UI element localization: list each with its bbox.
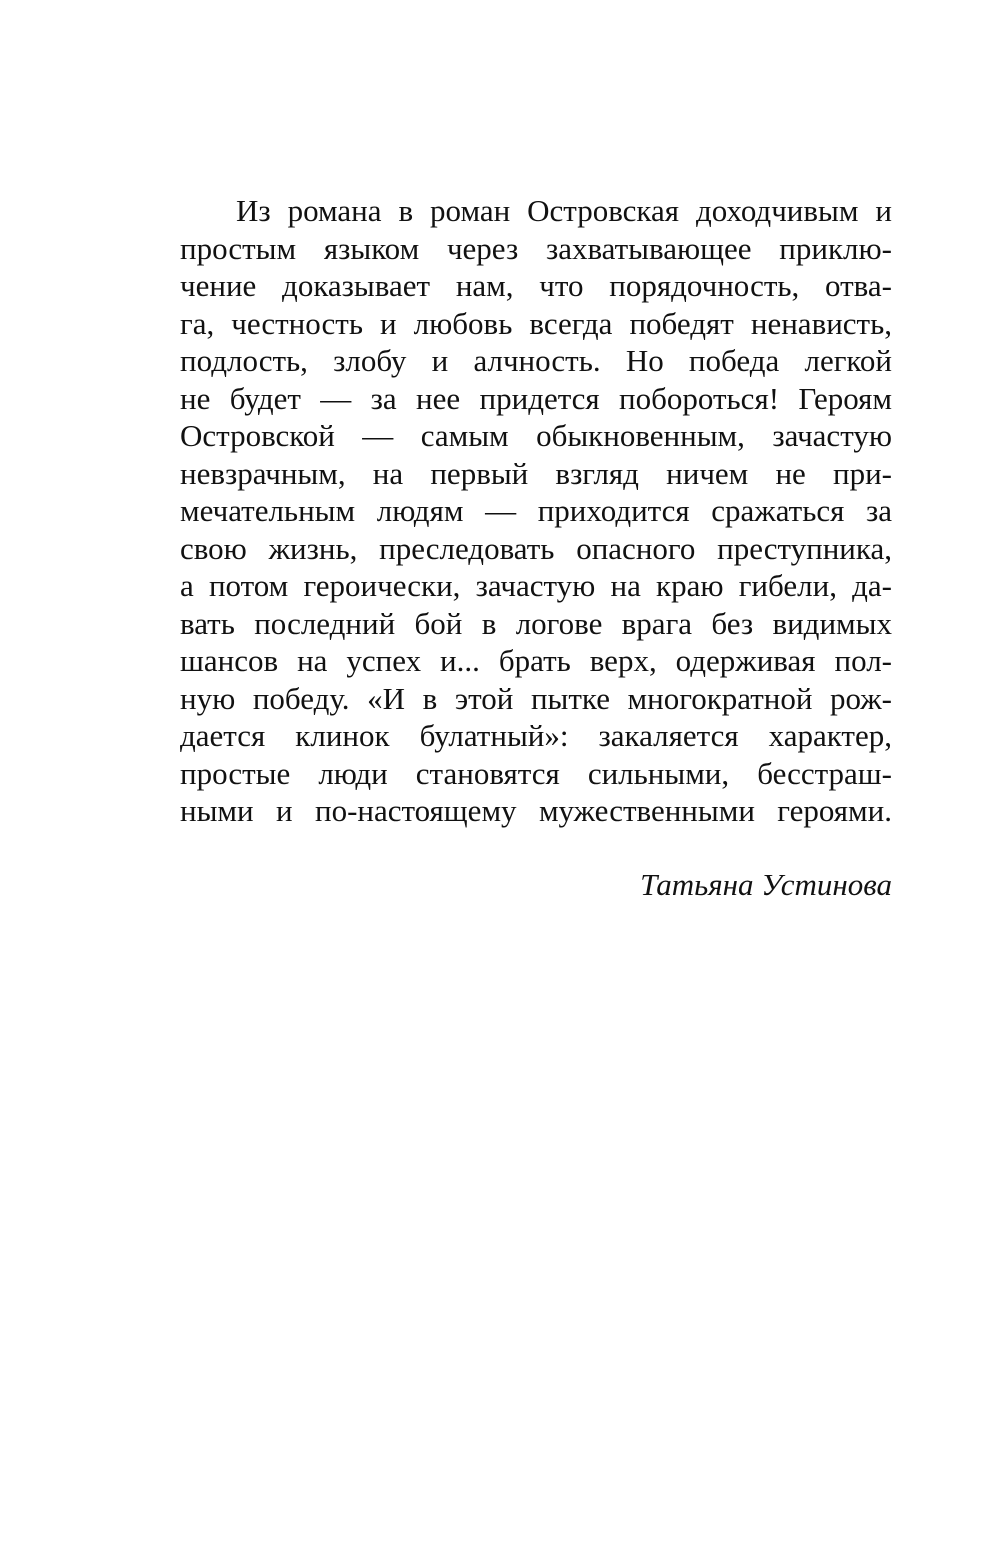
text-line: га, честность и любовь всегда победят ненависть, xyxy=(180,305,892,341)
text-line: свою жизнь, преследовать опасного преступника, xyxy=(180,530,892,566)
text-line: шансов на успех и... брать верх, одерживая пол- xyxy=(180,643,892,678)
text-line: простым языком через захватывающее приклю- xyxy=(180,230,892,266)
text-line: ную победу. «И в этой пытке многократной рож- xyxy=(180,680,892,716)
text-line: подлость, злобу и алчность. Но победа легкой xyxy=(180,343,892,378)
body-paragraph xyxy=(180,192,892,830)
text-line: а потом героически, зачастую на краю гибели, да- xyxy=(180,568,892,603)
text-line: Островской — самым обыкновенным, зачастую xyxy=(180,418,892,453)
text-line: не будет — за нее придется побороться! Героям xyxy=(180,380,892,416)
text-line: простые люди становятся сильными, бесстраш- xyxy=(180,755,892,791)
text-line: мечательным людям — приходится сражаться за xyxy=(180,493,892,528)
author-signature: Татьяна Устинова xyxy=(640,867,892,902)
text-line: Из романа в роман Островская доходчивым и xyxy=(236,193,892,228)
text-line: дается клинок булатный»: закаляется характер, xyxy=(180,718,892,753)
text-line: ными и по-настоящему мужественными героями. xyxy=(180,793,892,828)
text-line: чение доказывает нам, что порядочность, отва- xyxy=(180,268,892,303)
text-line: невзрачным, на первый взгляд ничем не при- xyxy=(180,455,892,491)
text-line: вать последний бой в логове врага без видимых xyxy=(180,605,892,641)
